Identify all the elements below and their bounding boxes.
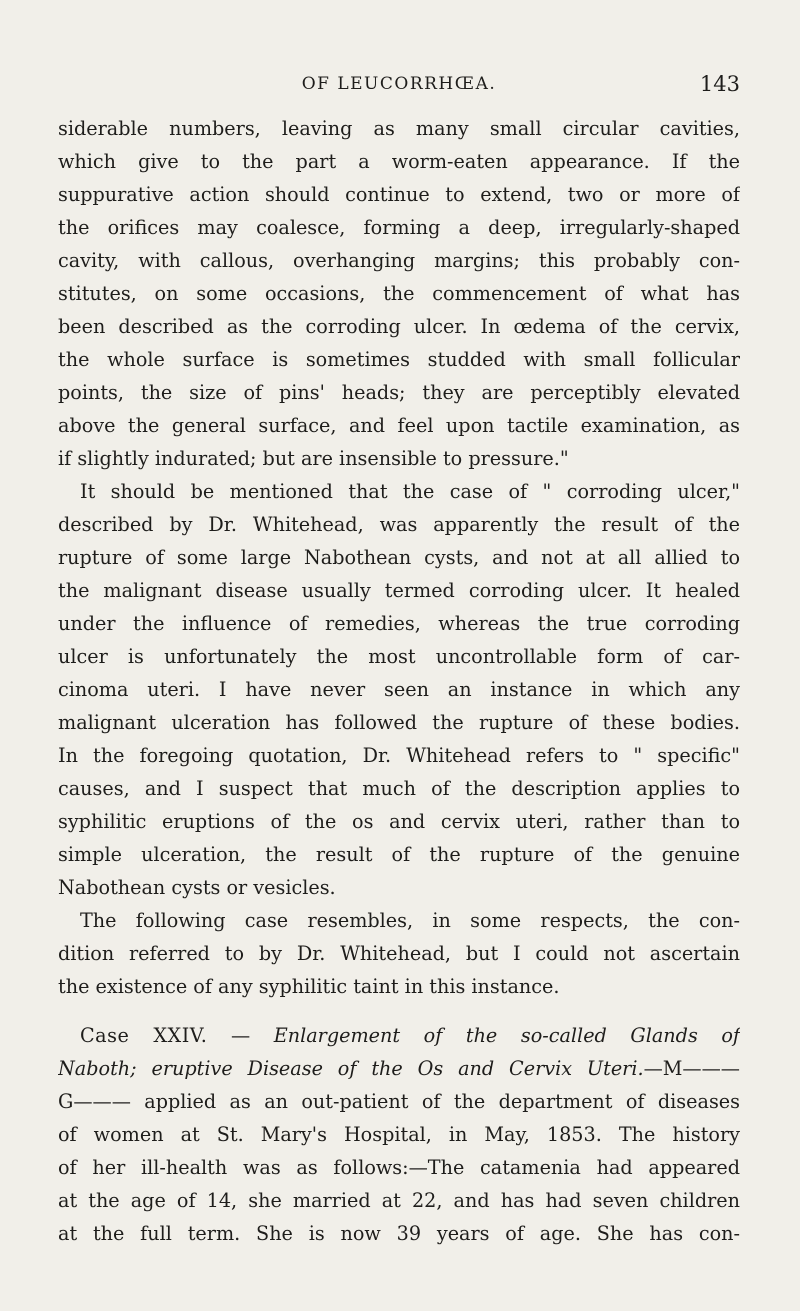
text-line: malignant ulceration has followed the rupture of these bodies.	[58, 711, 740, 734]
case-title-continued: Naboth; eruptive Disease of the Os and Cervix Uteri.	[58, 1057, 644, 1080]
text-line: ulcer is unfortunately the most uncontrollable form of car-	[58, 645, 740, 668]
text-line: the malignant disease usually termed corroding ulcer. It healed	[58, 579, 740, 602]
text-line: It should be mentioned that the case of " corroding ulcer,"	[80, 480, 740, 503]
text-line: at the age of 14, she married at 22, and has had seven children	[58, 1189, 740, 1212]
text-line: of women at St. Mary's Hospital, in May, 1853. The history	[58, 1123, 740, 1146]
body-text	[58, 112, 740, 1250]
case-heading-line	[58, 1019, 740, 1052]
text-line: at the full term. She is now 39 years of age. She has con-	[58, 1222, 740, 1245]
text-line: simple ulceration, the result of the rupture of the genuine	[58, 843, 740, 866]
text-line: of her ill-health was as follows:—The catamenia had appeared	[58, 1156, 740, 1179]
text-line: Nabothean cysts or vesicles.	[58, 876, 336, 899]
page-number: 143	[699, 72, 740, 96]
text-line: siderable numbers, leaving as many small circular cavities,	[58, 117, 740, 140]
text-line: above the general surface, and feel upon tactile examination, as	[58, 414, 740, 437]
text-line: causes, and I suspect that much of the description applies to	[58, 777, 740, 800]
patient-initial: —M———	[643, 1057, 740, 1080]
text-line: described by Dr. Whitehead, was apparently the result of the	[58, 513, 740, 536]
text-line	[58, 1085, 740, 1118]
text-line: syphilitic eruptions of the os and cervix uteri, rather than to	[58, 810, 740, 833]
text-line: the orifices may coalesce, forming a deep, irregularly-shaped	[58, 216, 740, 239]
running-title: OF LEUCORRHŒA.	[301, 74, 497, 94]
text-line: under the influence of remedies, whereas the true corroding	[58, 612, 740, 635]
case-dash: —	[207, 1024, 274, 1047]
text-line: In the foregoing quotation, Dr. Whitehead refers to " specific"	[58, 744, 740, 767]
text-line: if slightly indurated; but are insensible to pressure."	[58, 447, 569, 470]
patient-surname-initial: G———	[58, 1090, 131, 1113]
text-line: cinoma uteri. I have never seen an instance in which any	[58, 678, 740, 701]
text-line: the whole surface is sometimes studded with small follicular	[58, 348, 740, 371]
case-label: Case XXIV.	[80, 1024, 208, 1047]
text-line: been described as the corroding ulcer. In œdema of the cervix,	[58, 315, 740, 338]
text-line: cavity, with callous, overhanging margins; this probably con-	[58, 249, 740, 272]
case-title: Enlargement of the so-called Glands of	[273, 1024, 740, 1047]
case-title-line	[58, 1052, 740, 1085]
text-line: points, the size of pins' heads; they are perceptibly elevated	[58, 381, 740, 404]
text-line: rupture of some large Nabothean cysts, and not at all allied to	[58, 546, 740, 569]
text-line: stitutes, on some occasions, the commencement of what has	[58, 282, 740, 305]
text-line: which give to the part a worm-eaten appearance. If the	[58, 150, 740, 173]
text-segment: applied as an out-patient of the department of diseases	[130, 1090, 740, 1113]
running-head	[58, 74, 740, 104]
text-line: The following case resembles, in some respects, the con-	[80, 909, 740, 932]
text-line: suppurative action should continue to extend, two or more of	[58, 183, 740, 206]
text-line: the existence of any syphilitic taint in this instance.	[58, 975, 560, 998]
text-line: dition referred to by Dr. Whitehead, but I could not ascertain	[58, 942, 740, 965]
